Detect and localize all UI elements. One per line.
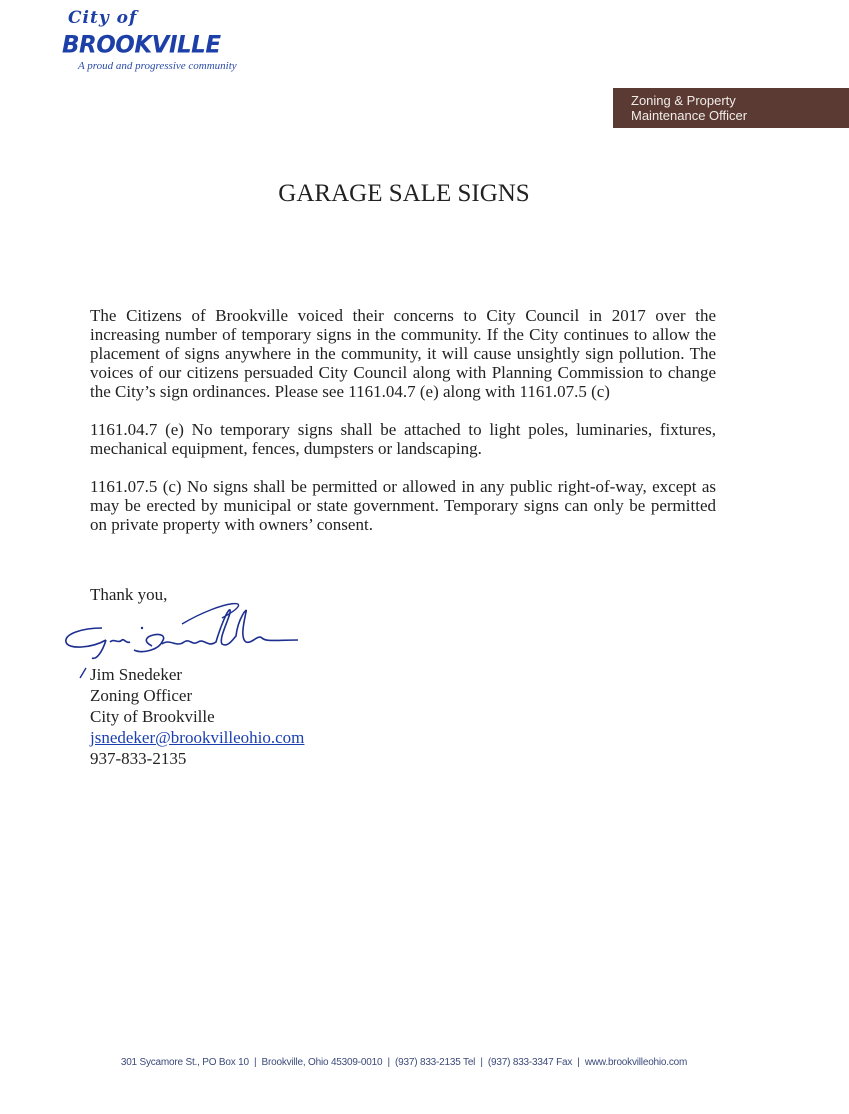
signature-block xyxy=(90,664,304,769)
page-title: GARAGE SALE SIGNS xyxy=(278,180,530,207)
badge-line-1: Zoning & Property xyxy=(631,93,736,108)
paragraph: 1161.07.5 (c) No signs shall be permitted or allowed in any public right-of-way, except as may be erected by municipal or state government. Temporary signs can only be permitted on private property with owners’ consent. xyxy=(90,477,716,534)
city-logo xyxy=(62,8,252,78)
department-badge xyxy=(613,88,849,128)
signer-name: Jim Snedeker xyxy=(90,665,183,684)
logo-city-of: City of xyxy=(68,8,138,28)
signer-phone: 937-833-2135 xyxy=(90,749,187,768)
signer-title: Zoning Officer xyxy=(90,686,193,705)
paragraph: 1161.04.7 (e) No temporary signs shall be attached to light poles, luminaries, fixtures, mechanical equipment, fences, dumpsters or landscaping. xyxy=(90,420,716,458)
signer-email-link[interactable]: jsnedeker@brookvilleohio.com xyxy=(90,728,305,747)
badge-line-2: Maintenance Officer xyxy=(631,108,748,123)
footer-contact: 301 Sycamore St., PO Box 10 | Brookville, Ohio 45309-0010 | (937) 833-2135 Tel | (937) 833-3347 Fax | www.brookvilleohio.com xyxy=(120,1057,688,1068)
paragraph: The Citizens of Brookville voiced their concerns to City Council in 2017 over the increasing number of temporary signs in the community. If the City continues to allow the placement of signs anywhere in the community, it will cause unsightly sign pollution. The voices of our citizens persuaded City Council along with Planning Commission to change the City’s sign ordinances. Please see 1161.04.7 (e) along with 1161.07.5 (c) xyxy=(90,306,716,401)
letter-body xyxy=(90,306,716,553)
logo-tagline: A proud and progressive community xyxy=(78,60,237,72)
signer-org: City of Brookville xyxy=(90,707,215,726)
closing: Thank you, xyxy=(90,585,168,604)
logo-name: BROOKVILLE xyxy=(62,31,221,59)
